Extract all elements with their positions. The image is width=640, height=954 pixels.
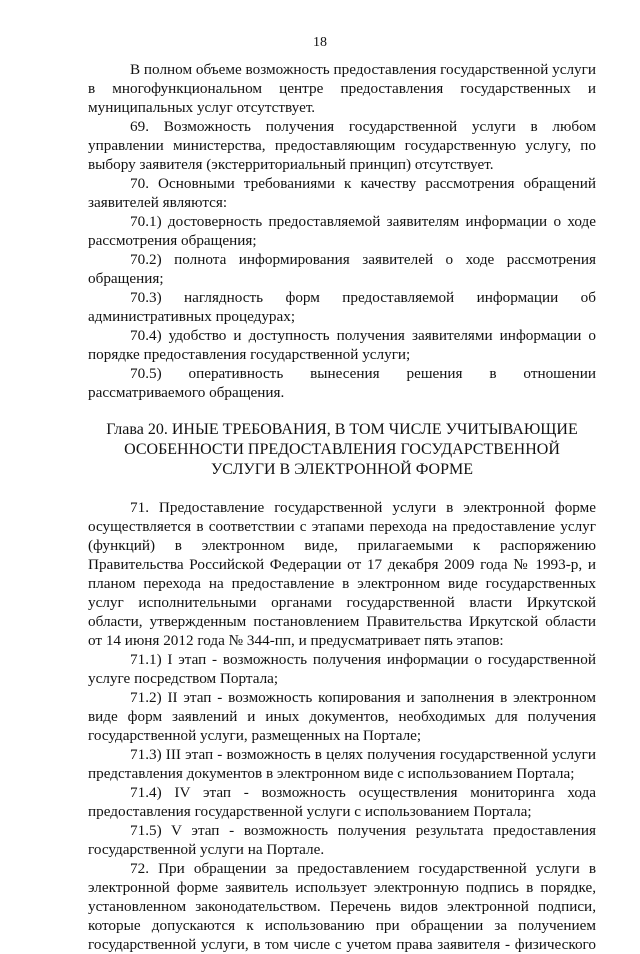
paragraph: 71.4) IV этап - возможность осуществления мониторинга хода предоставления государственной услуги с использованием Портала;	[88, 784, 596, 820]
paragraph: 70.1) достоверность предоставляемой заявителям информации о ходе рассмотрения обращения;	[88, 213, 596, 249]
chapter-heading-line: УСЛУГИ В ЭЛЕКТРОННОЙ ФОРМЕ	[210, 461, 474, 478]
paragraph: 72. При обращении за предоставлением государственной услуги в электронной форме заявитель использует электронную подпись в порядке, установленном законодательством. Перечень видов электронной подписи, которые допускаются к использованию при обращении за получением государственной услуги, в том числе с учетом права заявителя - физического	[88, 860, 596, 953]
paragraph: В полном объеме возможность предоставления государственной услуги в многофункциональном центре предоставления государственных и муниципальных услуг отсутствует.	[88, 61, 597, 116]
paragraph: 71.3) III этап - возможность в целях получения государственной услуги представления документов в электронном виде с использованием Портала;	[88, 746, 596, 782]
chapter-heading-line: ОСОБЕННОСТИ ПРЕДОСТАВЛЕНИЯ ГОСУДАРСТВЕННОЙ	[124, 441, 560, 458]
chapter-heading-line: Глава 20. ИНЫЕ ТРЕБОВАНИЯ, В ТОМ ЧИСЛЕ УЧИТЫВАЮЩИЕ	[106, 421, 578, 438]
page-number: 18	[313, 35, 327, 50]
document-body	[88, 60, 596, 954]
paragraph: 71. Предоставление государственной услуги в электронной форме осуществляется в соответствии с этапами перехода на предоставление услуг (функций) в электронном виде, прилагаемыми к распоряжению Правительства Российской Федерации от 17 декабря 2009 года № 1993-р, и планом перехода на предоставление в электронном виде государственных услуг исполнительными органами государственной власти Иркутской области, утвержденным постановлением Правительства Иркутской области от 14 июня 2012 года № 344-пп, и предусматривает пять этапов:	[88, 499, 596, 649]
chapter-heading	[88, 420, 596, 480]
paragraph: 70.3) наглядность форм предоставляемой информации об административных процедурах;	[88, 289, 596, 325]
paragraph: 69. Возможность получения государственной услуги в любом управлении министерства, предоставляющим государственную услугу, по выбору заявителя (экстерриториальный принцип) отсутствует.	[88, 118, 596, 173]
paragraph: 71.1) I этап - возможность получения информации о государственной услуге посредством Портала;	[88, 651, 596, 687]
paragraph: 70.4) удобство и доступность получения заявителями информации о порядке предоставления государственной услуги;	[88, 327, 596, 363]
paragraph: 70.5) оперативность вынесения решения в отношении рассматриваемого обращения.	[88, 365, 596, 401]
paragraph: 71.5) V этап - возможность получения результата предоставления государственной услуги на Портале.	[88, 822, 596, 858]
paragraph: 70. Основными требованиями к качеству рассмотрения обращений заявителей являются:	[88, 175, 596, 211]
paragraph: 71.2) II этап - возможность копирования и заполнения в электронном виде форм заявлений и иных документов, необходимых для получения государственной услуги, размещенных на Портале;	[88, 689, 596, 744]
paragraph: 70.2) полнота информирования заявителей о ходе рассмотрения обращения;	[88, 251, 596, 287]
